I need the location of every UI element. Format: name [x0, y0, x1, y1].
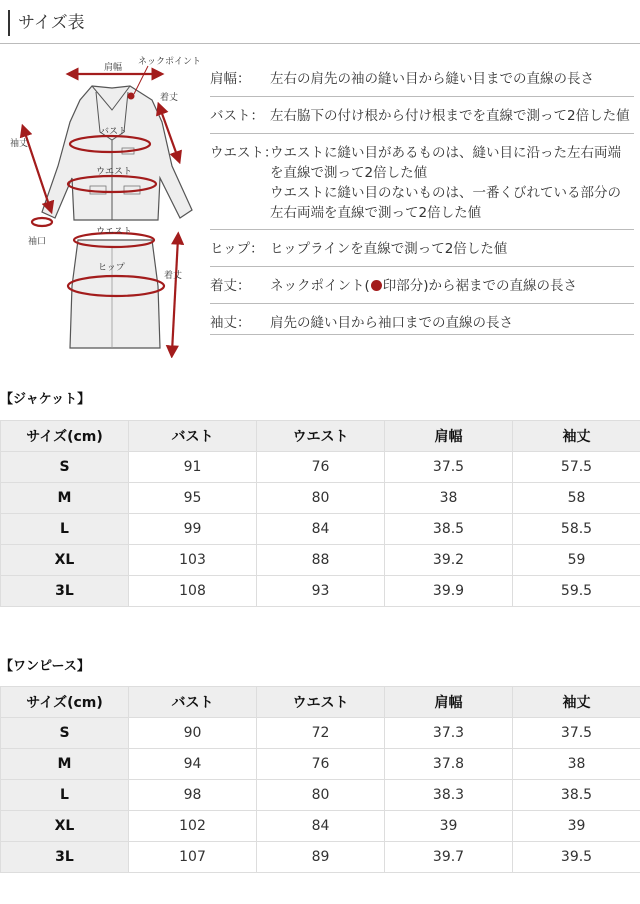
column-header: サイズ(cm)	[1, 421, 129, 452]
garment-illustration	[0, 48, 210, 358]
definition-text: ヒップラインを直線で測って2倍した値	[270, 241, 508, 257]
size-cell: M	[1, 749, 129, 780]
neck-point-marker	[128, 93, 135, 100]
size-cell: L	[1, 514, 129, 545]
table-cell: 37.5	[385, 452, 513, 483]
definition-text: ネックポイント(	[270, 278, 370, 294]
table-cell: 39.7	[385, 842, 513, 873]
onepiece-section-title: 【ワンピース】	[0, 659, 90, 674]
header-divider	[0, 43, 640, 44]
table-cell: 39.9	[385, 576, 513, 607]
table-cell: 84	[257, 811, 385, 842]
table-cell: 76	[257, 749, 385, 780]
table-cell: 37.8	[385, 749, 513, 780]
table-row	[1, 780, 640, 811]
table-row	[1, 452, 640, 483]
table-row	[1, 718, 640, 749]
table-cell: 84	[257, 514, 385, 545]
table-cell: 37.5	[513, 718, 640, 749]
definition-bust	[210, 97, 634, 134]
definition-text: ウエストに縫い目のないものは、一番くびれている部分の	[270, 185, 621, 201]
column-header: バスト	[129, 687, 257, 718]
column-header: 袖丈	[513, 687, 640, 718]
column-header: 肩幅	[385, 687, 513, 718]
table-row	[1, 514, 640, 545]
table-cell: 59.5	[513, 576, 640, 607]
label-bust: バスト	[100, 127, 128, 137]
table-row	[1, 545, 640, 576]
table-cell: 58.5	[513, 514, 640, 545]
table-cell: 102	[129, 811, 257, 842]
definition-term: 肩幅：	[210, 71, 251, 87]
table-header-row	[1, 687, 640, 718]
label-shoulder: 肩幅	[104, 63, 123, 73]
size-cell: 3L	[1, 576, 129, 607]
table-cell: 89	[257, 842, 385, 873]
table-cell: 88	[257, 545, 385, 576]
table-row	[1, 811, 640, 842]
column-header: バスト	[129, 421, 257, 452]
table-cell: 80	[257, 780, 385, 811]
size-cell: L	[1, 780, 129, 811]
table-row	[1, 749, 640, 780]
column-header: ウエスト	[257, 687, 385, 718]
table-cell: 39.2	[385, 545, 513, 576]
size-cell: XL	[1, 545, 129, 576]
table-cell: 90	[129, 718, 257, 749]
table-cell: 103	[129, 545, 257, 576]
table-cell: 99	[129, 514, 257, 545]
table-cell: 76	[257, 452, 385, 483]
label-length-skirt: 着丈	[164, 271, 183, 281]
size-cell: 3L	[1, 842, 129, 873]
cuff-arrow	[32, 218, 52, 226]
label-length-top: 着丈	[160, 93, 179, 103]
label-waist-skirt: ウエスト	[96, 227, 133, 237]
neck-point-dot-icon	[371, 280, 382, 291]
definition-shoulder	[210, 60, 634, 97]
column-header: 肩幅	[385, 421, 513, 452]
size-cell: S	[1, 718, 129, 749]
definition-text: 左右脇下の付け根から付け根までを直線で測って2倍した値	[270, 108, 630, 124]
label-sleeve-length: 袖丈	[10, 139, 29, 149]
definition-term: 着丈：	[210, 278, 251, 294]
label-waist-top: ウエスト	[96, 167, 133, 177]
table-row	[1, 483, 640, 514]
table-row	[1, 842, 640, 873]
table-cell: 72	[257, 718, 385, 749]
table-row	[1, 576, 640, 607]
page-title: サイズ表	[8, 10, 85, 36]
definition-length	[210, 267, 634, 304]
definition-text: 肩先の縫い目から袖口までの直線の長さ	[270, 315, 513, 331]
measurement-diagram	[0, 48, 210, 358]
table-cell: 57.5	[513, 452, 640, 483]
label-neck-point: ネックポイント	[138, 57, 202, 67]
definition-text: を直線で測って2倍した値	[270, 165, 428, 181]
table-header-row	[1, 421, 640, 452]
table-cell: 59	[513, 545, 640, 576]
column-header: サイズ(cm)	[1, 687, 129, 718]
jacket-size-table	[0, 420, 640, 607]
table-cell: 108	[129, 576, 257, 607]
definition-hip	[210, 230, 634, 267]
table-cell: 38.5	[513, 780, 640, 811]
length-skirt-arrow	[172, 238, 178, 352]
table-cell: 38	[513, 749, 640, 780]
size-cell: S	[1, 452, 129, 483]
table-cell: 80	[257, 483, 385, 514]
table-cell: 94	[129, 749, 257, 780]
label-hip: ヒップ	[98, 263, 125, 273]
table-cell: 38	[385, 483, 513, 514]
table-cell: 37.3	[385, 718, 513, 749]
table-cell: 39	[513, 811, 640, 842]
definition-text: 左右両端を直線で測って2倍した値	[270, 205, 482, 221]
definition-sleeve	[210, 304, 634, 335]
jacket-section-title: 【ジャケット】	[0, 392, 91, 407]
size-cell: M	[1, 483, 129, 514]
definition-term: ヒップ：	[210, 241, 264, 257]
definition-term: 袖丈：	[210, 315, 251, 331]
table-cell: 98	[129, 780, 257, 811]
table-cell: 107	[129, 842, 257, 873]
definition-waist	[210, 134, 634, 230]
column-header: 袖丈	[513, 421, 640, 452]
table-cell: 58	[513, 483, 640, 514]
onepiece-size-table	[0, 686, 640, 873]
column-header: ウエスト	[257, 421, 385, 452]
definition-text: ウエストに縫い目があるものは、縫い目に沿った左右両端	[270, 145, 621, 161]
table-cell: 91	[129, 452, 257, 483]
jacket-shape	[42, 86, 192, 220]
table-cell: 39.5	[513, 842, 640, 873]
definition-text: 左右の肩先の袖の縫い目から縫い目までの直線の長さ	[270, 71, 594, 87]
table-cell: 39	[385, 811, 513, 842]
table-cell: 95	[129, 483, 257, 514]
label-cuff: 袖口	[28, 237, 47, 247]
table-cell: 38.5	[385, 514, 513, 545]
definition-term: ウエスト：	[210, 145, 278, 161]
definition-term: バスト：	[210, 108, 264, 124]
table-cell: 38.3	[385, 780, 513, 811]
definition-text: 印部分)から裾までの直線の長さ	[382, 278, 578, 294]
table-cell: 93	[257, 576, 385, 607]
size-cell: XL	[1, 811, 129, 842]
